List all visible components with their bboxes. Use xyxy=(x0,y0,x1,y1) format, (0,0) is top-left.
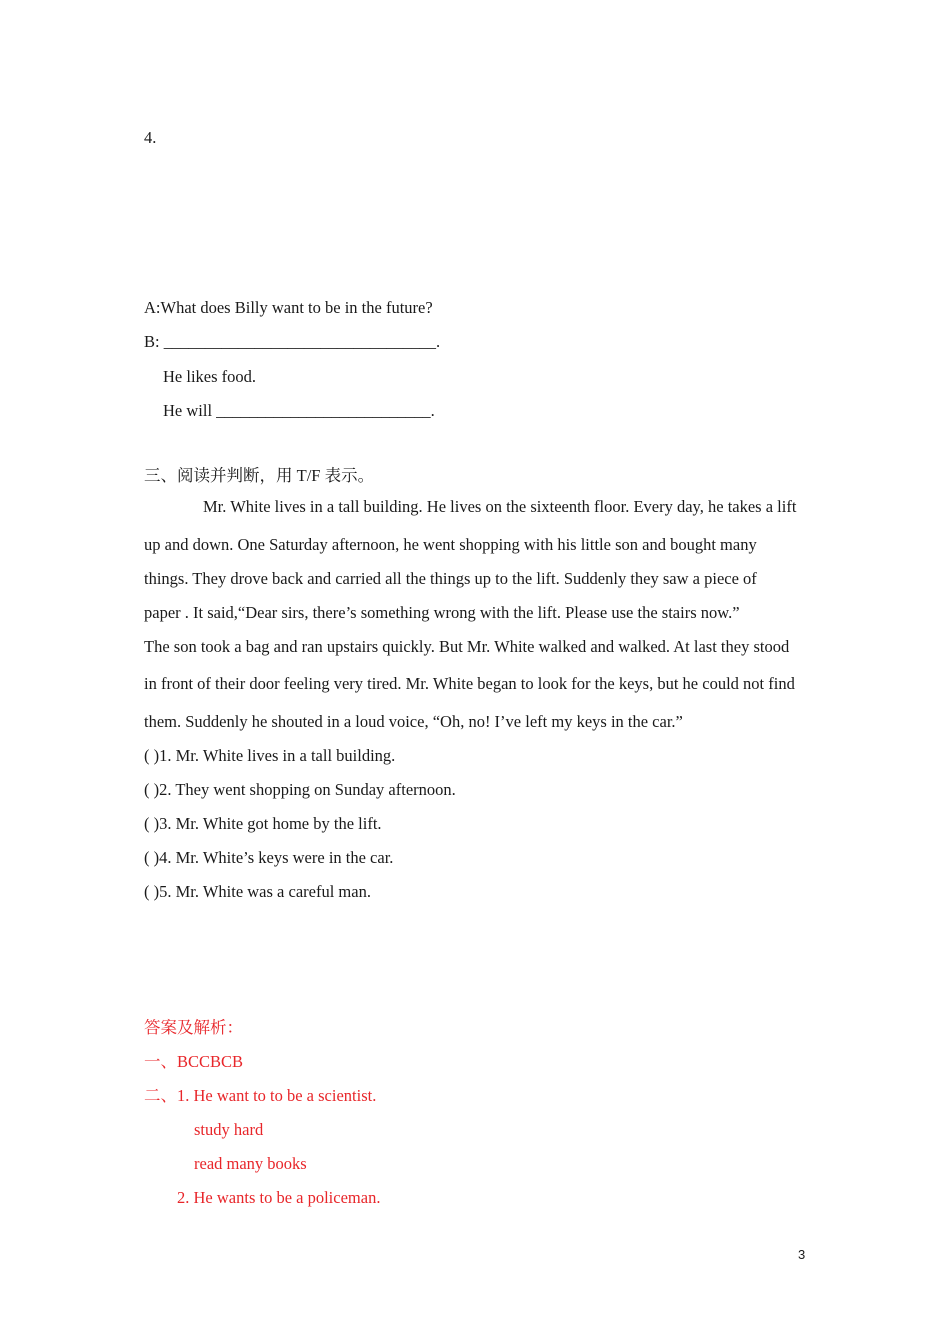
hint-line-1: He likes food. xyxy=(163,367,257,386)
page-number: 3 xyxy=(798,1247,806,1262)
passage-line: The son took a bag and ran upstairs quickly. But Mr. White walked and walked. At last they stood xyxy=(144,637,790,656)
answer-part-2-item-2: 2. He wants to be a policeman. xyxy=(177,1188,381,1207)
hint-line-2: He will __________________________. xyxy=(163,401,435,420)
answer-part-2-label: 二、 xyxy=(144,1086,177,1105)
answer-part-2-sub-2: read many books xyxy=(194,1154,307,1173)
tf-question-3: ( )3. Mr. White got home by the lift. xyxy=(144,814,382,833)
section-3-heading: 三、阅读并判断，用 T/F 表示。 xyxy=(144,466,375,485)
tf-question-5: ( )5. Mr. White was a careful man. xyxy=(144,882,371,901)
tf-question-2: ( )2. They went shopping on Sunday afternoon. xyxy=(144,780,456,799)
answer-part-2-sub-1: study hard xyxy=(194,1120,264,1139)
tf-question-1: ( )1. Mr. White lives in a tall building. xyxy=(144,746,396,765)
passage-line: up and down. One Saturday afternoon, he went shopping with his little son and bought many xyxy=(144,535,757,554)
tf-question-4: ( )4. Mr. White’s keys were in the car. xyxy=(144,848,394,867)
passage-line: paper . It said,“Dear sirs, there’s something wrong with the lift. Please use the stairs now.” xyxy=(144,603,740,622)
answers-heading: 答案及解析： xyxy=(144,1018,243,1037)
passage-line: things. They drove back and carried all the things up to the lift. Suddenly they saw a piece of xyxy=(144,569,757,588)
passage-line: in front of their door feeling very tired. Mr. White began to look for the keys, but he could not find xyxy=(144,674,795,693)
dialog-line-b: B: _________________________________. xyxy=(144,332,441,351)
question-4-number: 4. xyxy=(144,128,157,147)
answer-part-1: 一、BCCBCB xyxy=(144,1052,244,1071)
dialog-line-a: A:What does Billy want to be in the future? xyxy=(144,298,433,317)
answer-part-2-item-1: 1. He want to to be a scientist. xyxy=(177,1086,377,1105)
passage-line: them. Suddenly he shouted in a loud voice, “Oh, no! I’ve left my keys in the car.” xyxy=(144,712,683,731)
passage-line: Mr. White lives in a tall building. He lives on the sixteenth floor. Every day, he takes a lift xyxy=(203,497,797,516)
